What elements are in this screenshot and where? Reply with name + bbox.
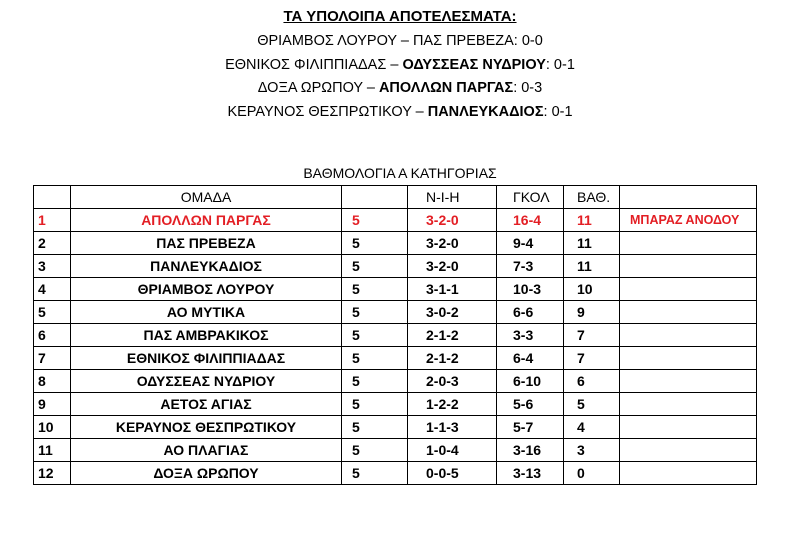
cell-team: ΟΔΥΣΣΕΑΣ ΝΥΔΡΙΟΥ bbox=[71, 370, 342, 393]
cell-position: 9 bbox=[34, 393, 71, 416]
cell-played: 5 bbox=[342, 393, 408, 416]
cell-points: 4 bbox=[564, 416, 620, 439]
cell-played: 5 bbox=[342, 301, 408, 324]
cell-note bbox=[620, 324, 757, 347]
standings-table bbox=[33, 185, 757, 485]
cell-points: 10 bbox=[564, 278, 620, 301]
result-line: ΚΕΡΑΥΝΟΣ ΘΕΣΠΡΩΤΙΚΟΥ – ΠΑΝΛΕΥΚΑΔΙΟΣ: 0-1 bbox=[227, 103, 573, 120]
cell-team: ΚΕΡΑΥΝΟΣ ΘΕΣΠΡΩΤΙΚΟΥ bbox=[71, 416, 342, 439]
col-header-team: ΟΜΑΔΑ bbox=[71, 186, 342, 209]
cell-points: 3 bbox=[564, 439, 620, 462]
cell-wdl: 3-2-0 bbox=[408, 232, 497, 255]
table-header-row bbox=[34, 186, 757, 209]
cell-goals: 16-4 bbox=[497, 209, 564, 232]
cell-goals: 7-3 bbox=[497, 255, 564, 278]
cell-goals: 3-3 bbox=[497, 324, 564, 347]
cell-note bbox=[620, 232, 757, 255]
cell-wdl: 3-1-1 bbox=[408, 278, 497, 301]
cell-wdl: 3-2-0 bbox=[408, 255, 497, 278]
cell-team: ΑΟ ΜΥΤΙΚΑ bbox=[71, 301, 342, 324]
cell-team: ΔΟΞΑ ΩΡΩΠΟΥ bbox=[71, 462, 342, 485]
cell-note bbox=[620, 462, 757, 485]
cell-points: 9 bbox=[564, 301, 620, 324]
cell-points: 5 bbox=[564, 393, 620, 416]
cell-position: 1 bbox=[34, 209, 71, 232]
cell-team: ΕΘΝΙΚΟΣ ΦΙΛΙΠΠΙΑΔΑΣ bbox=[71, 347, 342, 370]
cell-goals: 3-13 bbox=[497, 462, 564, 485]
result-line: ΕΘΝΙΚΟΣ ΦΙΛΙΠΠΙΑΔΑΣ – ΟΔΥΣΣΕΑΣ ΝΥΔΡΙΟΥ: 0-1 bbox=[225, 56, 575, 73]
cell-position: 4 bbox=[34, 278, 71, 301]
cell-goals: 6-10 bbox=[497, 370, 564, 393]
results-list bbox=[0, 30, 800, 124]
cell-note bbox=[620, 301, 757, 324]
col-header-pos bbox=[34, 186, 71, 209]
cell-position: 5 bbox=[34, 301, 71, 324]
cell-note bbox=[620, 439, 757, 462]
cell-position: 8 bbox=[34, 370, 71, 393]
table-row bbox=[34, 439, 757, 462]
cell-goals: 6-4 bbox=[497, 347, 564, 370]
standings-title: ΒΑΘΜΟΛΟΓΙΑ Α ΚΑΤΗΓΟΡΙΑΣ bbox=[303, 165, 497, 181]
table-row bbox=[34, 462, 757, 485]
cell-played: 5 bbox=[342, 232, 408, 255]
cell-note bbox=[620, 278, 757, 301]
cell-note: ΜΠΑΡΑΖ ΑΝΟΔΟΥ bbox=[620, 209, 757, 232]
cell-note bbox=[620, 347, 757, 370]
result-line: ΔΟΞΑ ΩΡΩΠΟΥ – ΑΠΟΛΛΩΝ ΠΑΡΓΑΣ: 0-3 bbox=[257, 80, 543, 96]
cell-wdl: 3-2-0 bbox=[408, 209, 497, 232]
cell-position: 3 bbox=[34, 255, 71, 278]
cell-goals: 5-7 bbox=[497, 416, 564, 439]
cell-position: 7 bbox=[34, 347, 71, 370]
cell-note bbox=[620, 255, 757, 278]
results-heading: ΤΑ ΥΠΟΛΟΙΠΑ ΑΠΟΤΕΛΕΣΜΑΤΑ: bbox=[283, 8, 517, 25]
cell-points: 6 bbox=[564, 370, 620, 393]
table-row bbox=[34, 232, 757, 255]
cell-goals: 10-3 bbox=[497, 278, 564, 301]
cell-wdl: 2-0-3 bbox=[408, 370, 497, 393]
cell-points: 11 bbox=[564, 209, 620, 232]
table-row bbox=[34, 301, 757, 324]
cell-wdl: 2-1-2 bbox=[408, 324, 497, 347]
cell-played: 5 bbox=[342, 324, 408, 347]
cell-played: 5 bbox=[342, 347, 408, 370]
standings-body bbox=[34, 209, 757, 485]
cell-goals: 9-4 bbox=[497, 232, 564, 255]
cell-position: 11 bbox=[34, 439, 71, 462]
cell-played: 5 bbox=[342, 462, 408, 485]
cell-played: 5 bbox=[342, 209, 408, 232]
cell-team: ΘΡΙΑΜΒΟΣ ΛΟΥΡΟΥ bbox=[71, 278, 342, 301]
cell-team: ΑΟ ΠΛΑΓΙΑΣ bbox=[71, 439, 342, 462]
cell-position: 6 bbox=[34, 324, 71, 347]
table-row bbox=[34, 416, 757, 439]
result-line: ΘΡΙΑΜΒΟΣ ΛΟΥΡΟΥ – ΠΑΣ ΠΡΕΒΕΖΑ: 0-0 bbox=[257, 33, 543, 49]
col-header-note bbox=[620, 186, 757, 209]
cell-wdl: 1-0-4 bbox=[408, 439, 497, 462]
cell-team: ΑΠΟΛΛΩΝ ΠΑΡΓΑΣ bbox=[71, 209, 342, 232]
table-row bbox=[34, 209, 757, 232]
col-header-wdl: Ν-Ι-Η bbox=[408, 186, 497, 209]
cell-played: 5 bbox=[342, 370, 408, 393]
cell-points: 11 bbox=[564, 232, 620, 255]
cell-goals: 6-6 bbox=[497, 301, 564, 324]
cell-position: 2 bbox=[34, 232, 71, 255]
table-row bbox=[34, 347, 757, 370]
table-row bbox=[34, 393, 757, 416]
table-row bbox=[34, 255, 757, 278]
cell-wdl: 1-1-3 bbox=[408, 416, 497, 439]
cell-team: ΠΑΣ ΑΜΒΡΑΚΙΚΟΣ bbox=[71, 324, 342, 347]
table-row bbox=[34, 278, 757, 301]
table-row bbox=[34, 324, 757, 347]
cell-team: ΠΑΝΛΕΥΚΑΔΙΟΣ bbox=[71, 255, 342, 278]
cell-note bbox=[620, 370, 757, 393]
cell-points: 11 bbox=[564, 255, 620, 278]
cell-wdl: 2-1-2 bbox=[408, 347, 497, 370]
cell-goals: 5-6 bbox=[497, 393, 564, 416]
cell-points: 7 bbox=[564, 324, 620, 347]
cell-played: 5 bbox=[342, 255, 408, 278]
cell-position: 10 bbox=[34, 416, 71, 439]
cell-played: 5 bbox=[342, 439, 408, 462]
cell-team: ΑΕΤΟΣ ΑΓΙΑΣ bbox=[71, 393, 342, 416]
col-header-points: ΒΑΘ. bbox=[564, 186, 620, 209]
cell-goals: 3-16 bbox=[497, 439, 564, 462]
cell-wdl: 0-0-5 bbox=[408, 462, 497, 485]
cell-played: 5 bbox=[342, 416, 408, 439]
cell-wdl: 3-0-2 bbox=[408, 301, 497, 324]
table-row bbox=[34, 370, 757, 393]
cell-position: 12 bbox=[34, 462, 71, 485]
cell-points: 0 bbox=[564, 462, 620, 485]
cell-note bbox=[620, 416, 757, 439]
cell-note bbox=[620, 393, 757, 416]
cell-team: ΠΑΣ ΠΡΕΒΕΖΑ bbox=[71, 232, 342, 255]
cell-wdl: 1-2-2 bbox=[408, 393, 497, 416]
cell-played: 5 bbox=[342, 278, 408, 301]
col-header-played bbox=[342, 186, 408, 209]
cell-points: 7 bbox=[564, 347, 620, 370]
col-header-goals: ΓΚΟΛ bbox=[497, 186, 564, 209]
